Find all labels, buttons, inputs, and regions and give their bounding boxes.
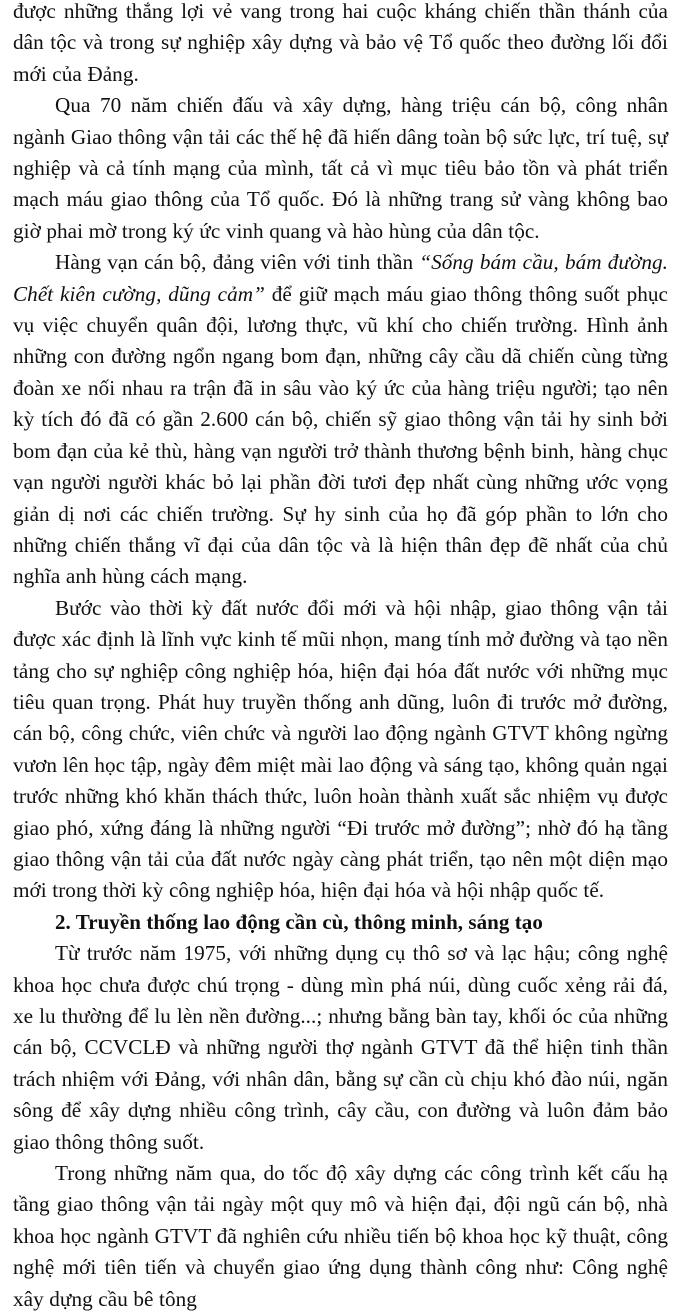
section-heading-2: 2. Truyền thống lao động cần cù, thông minh, sáng tạo bbox=[55, 909, 543, 934]
paragraph-trong-nhung-nam-qua: Trong những năm qua, do tốc độ xây dựng các công trình kết cấu hạ tầng giao thông vận tải ngày một quy mô và hiện đại, đội ngũ cán bộ, nhà khoa học ngành GTVT đã nghiên cứu nhiều tiến bộ khoa học kỹ thuật, công nghệ mới tiên tiến và chuyển giao ứng dụng thành công như: Công nghệ xây dựng cầu bê tông bbox=[13, 1161, 668, 1311]
paragraph-hang-van bbox=[13, 247, 668, 592]
paragraph-continuation: được những thắng lợi vẻ vang trong hai cuộc kháng chiến thần thánh của dân tộc và trong sự nghiệp xây dựng và bảo vệ Tổ quốc theo đường lối đổi mới của Đảng. bbox=[13, 0, 668, 86]
paragraph-tu-truoc-1975: Từ trước năm 1975, với những dụng cụ thô sơ và lạc hậu; công nghệ khoa học chưa được chú trọng - dùng mìn phá núi, dùng cuốc xẻng rải đá, xe lu thường để lu lèn nền đường...; nhưng bằng bàn tay, khối óc của những cán bộ, CCVCLĐ và những người thợ ngành GTVT đã thể hiện tinh thần trách nhiệm với Đảng, với nhân dân, bằng sự cần cù chịu khó đào núi, ngăn sông để xây dựng nhiều công trình, cây cầu, con đường và luôn đảm bảo giao thông thông suốt. bbox=[13, 941, 668, 1154]
run-text-lead: Hàng vạn cán bộ, đảng viên với tinh thần bbox=[55, 250, 420, 275]
paragraph-70-years: Qua 70 năm chiến đấu và xây dựng, hàng triệu cán bộ, công nhân ngành Giao thông vận tải các thế hệ đã hiến dâng toàn bộ sức lực, trí tuệ, sự nghiệp và cả tính mạng của mình, tất cả vì mục tiêu bảo tồn và phát triển mạch máu giao thông của Tổ quốc. Đó là những trang sử vàng không bao giờ phai mờ trong ký ức vinh quang và hào hùng của dân tộc. bbox=[13, 93, 668, 243]
run-text-tail: để giữ mạch máu giao thông thông suốt phục vụ việc chuyển quân đội, lương thực, vũ khí cho chiến trường. Hình ảnh những con đường ngổn ngang bom đạn, những cây cầu dã chiến cùng từng đoàn xe nối nhau ra trận đã in sâu vào ký ức của hàng triệu người; tạo nên kỳ tích đó đã có gần 2.600 cán bộ, chiến sỹ giao thông vận tải hy sinh bởi bom đạn của kẻ thù, hàng vạn người trở thành thương bệnh binh, hàng chục vạn người người khác bỏ lại phần đời tươi đẹp nhất cùng những ước vọng giản dị nơi các chiến trường. Sự hy sinh của họ đã góp phần to lớn cho những chiến thắng vĩ đại của dân tộc và là hiện thân đẹp đẽ nhất của chủ nghĩa anh hùng cách mạng. bbox=[13, 281, 668, 589]
italic-quotation: “Sống bám cầu, bám đường. Chết kiên cường, dũng cảm” bbox=[13, 250, 668, 306]
paragraph-buoc-vao: Bước vào thời kỳ đất nước đổi mới và hội nhập, giao thông vận tải được xác định là lĩnh vực kinh tế mũi nhọn, mang tính mở đường và tạo nền tảng cho sự nghiệp công nghiệp hóa, hiện đại hóa đất nước với những mục tiêu quan trọng. Phát huy truyền thống anh dũng, luôn đi trước mở đường, cán bộ, công chức, viên chức và người lao động ngành GTVT không ngừng vươn lên học tập, ngày đêm miệt mài lao động và sáng tạo, không quản ngại trước những khó khăn thách thức, luôn hoàn thành xuất sắc nhiệm vụ được giao phó, xứng đáng là những người “Đi trước mở đường”; nhờ đó hạ tầng giao thông vận tải của đất nước ngày càng phát triển, tạo nên một diện mạo mới trong thời kỳ công nghiệp hóa, hiện đại hóa và hội nhập quốc tế. bbox=[13, 595, 668, 903]
document-body bbox=[13, 0, 668, 1315]
